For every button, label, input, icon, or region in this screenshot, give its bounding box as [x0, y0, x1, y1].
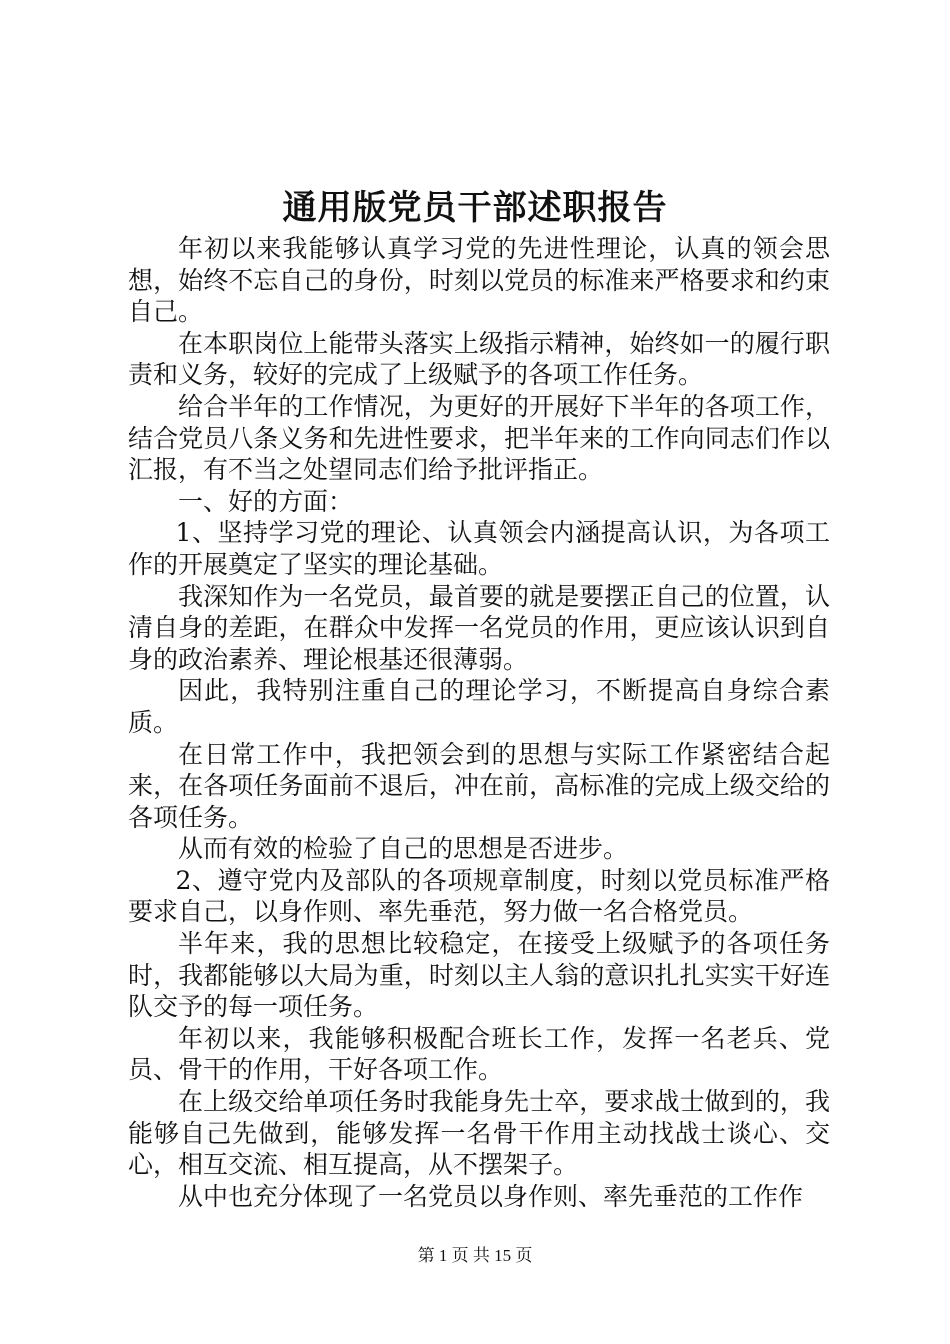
paragraph: 从中也充分体现了一名党员以身作则、率先垂范的工作作: [178, 1181, 804, 1211]
paragraph: 在日常工作中，我把领会到的思想与实际工作紧密结合起来，在各项任务面前不退后，冲在前，高标准的完成上级交给的各项任务。: [128, 739, 830, 832]
numbered-paragraph: 1、坚持学习党的理论、认真领会内涵提高认识，为各项工作的开展奠定了坚实的理论基础。: [128, 518, 830, 579]
paragraph: 年初以来，我能够积极配合班长工作，发挥一名老兵、党员、骨干的作用，干好各项工作。: [128, 1023, 830, 1085]
paragraph: 从而有效的检验了自己的思想是否进步。: [178, 834, 629, 864]
paragraph: 年初以来我能够认真学习党的先进性理论，认真的领会思想，始终不忘自己的身份，时刻以党员的标准来严格要求和约束自己。: [128, 234, 830, 327]
paragraph: 因此，我特别注重自己的理论学习，不断提高自身综合素质。: [128, 676, 830, 737]
paragraph: 半年来，我的思想比较稳定，在接受上级赋予的各项任务时，我都能够以大局为重，时刻以主人翁的意识扎扎实实干好连队交予的每一项任务。: [128, 929, 830, 1022]
numbered-paragraph: 2、遵守党内及部队的各项规章制度，时刻以党员标准严格要求自己，以身作则、率先垂范，努力做一名合格党员。: [128, 865, 830, 927]
paragraph: 在本职岗位上能带头落实上级指示精神，始终如一的履行职责和义务，较好的完成了上级赋予的各项工作任务。: [128, 328, 830, 390]
paragraph: 在上级交给单项任务时我能身先士卒，要求战士做到的，我能够自己先做到，能够发挥一名骨干作用主动找战士谈心、交心，相互交流、相互提高，从不摆架子。: [128, 1087, 830, 1180]
paragraph: 给合半年的工作情况，为更好的开展好下半年的各项工作，结合党员八条义务和先进性要求，把半年来的工作向同志们作以汇报，有不当之处望同志们给予批评指正。: [128, 391, 830, 485]
document-title: 通用版党员干部述职报告: [282, 188, 668, 228]
page-number-footer: 第 1 页 共 15 页: [417, 1246, 533, 1265]
paragraph: 我深知作为一名党员，最首要的就是要摆正自己的位置，认清自身的差距，在群众中发挥一名党员的作用，更应该认识到自身的政治素养、理论根基还很薄弱。: [128, 581, 830, 674]
document-body: [128, 233, 830, 1212]
section-heading: 一、好的方面：: [178, 486, 354, 516]
